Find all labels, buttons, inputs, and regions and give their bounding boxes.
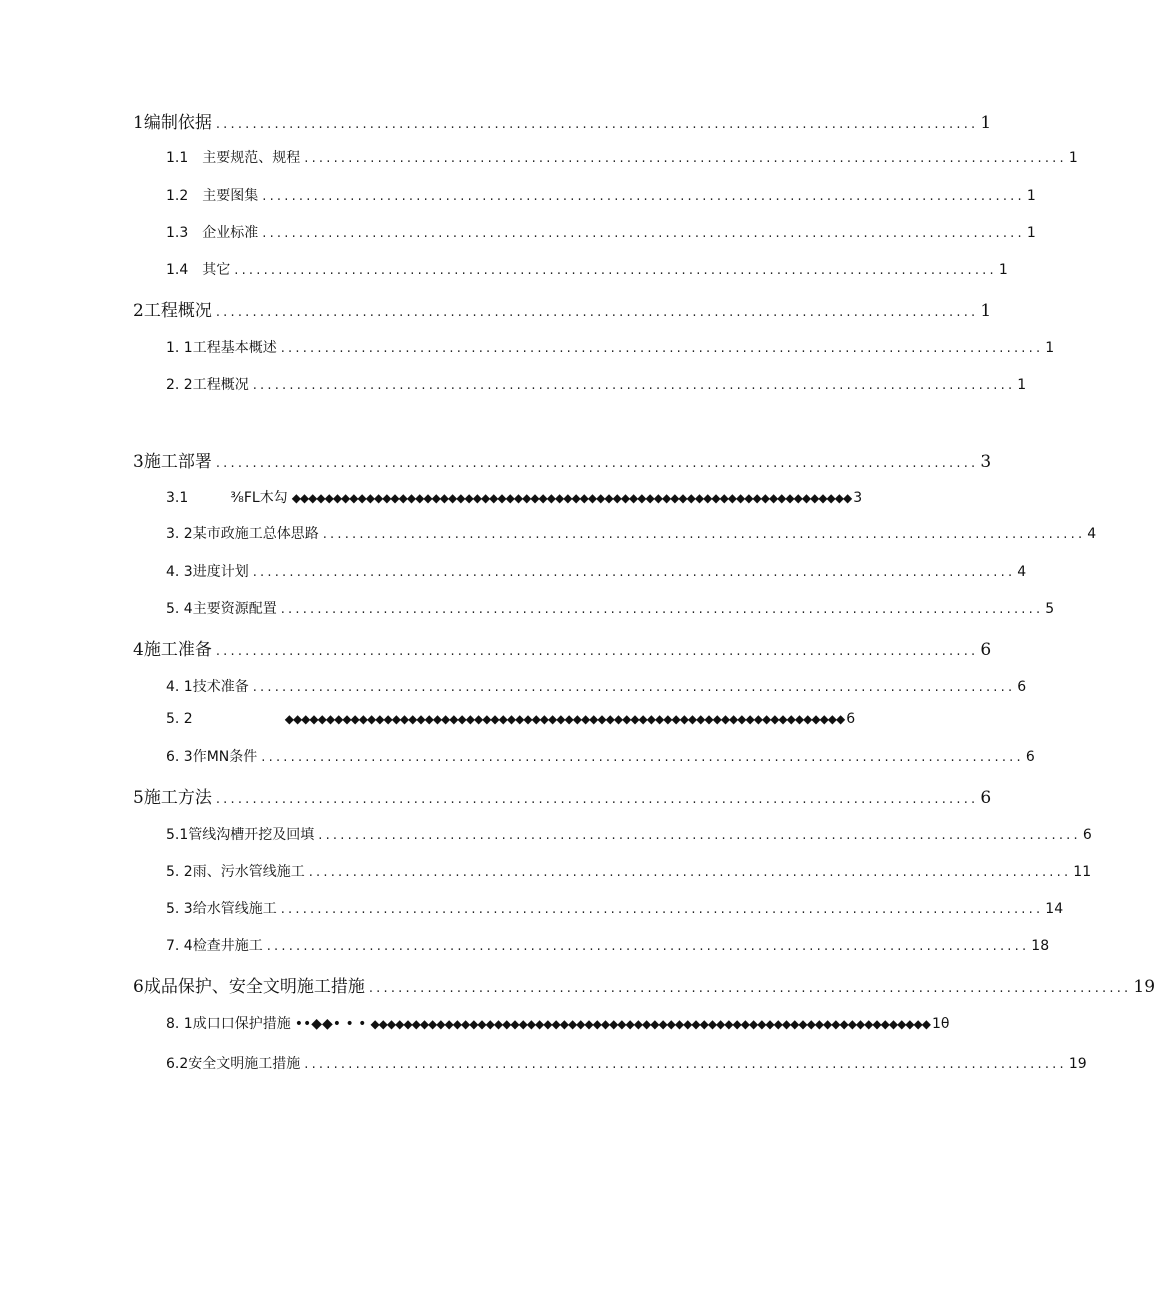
toc-entry[interactable] xyxy=(166,222,1036,244)
toc-page-number: 1θ xyxy=(932,1016,950,1032)
toc-dot-leader: ........................................................................................................ xyxy=(262,189,1025,204)
toc-page-number: 6 xyxy=(1082,827,1092,843)
toc-entry[interactable] xyxy=(166,147,1078,169)
toc-dot-leader: ........................................................................................................ xyxy=(304,151,1067,166)
toc-entry-label: 1编制依据 xyxy=(133,113,212,133)
toc-diamond-leader: ◆◆◆◆◆◆◆◆◆◆◆◆◆◆◆◆◆◆◆◆◆◆◆◆◆◆◆◆◆◆◆◆◆◆◆◆◆◆◆◆◆◆◆◆◆◆◆◆◆◆◆◆◆◆◆◆◆◆◆◆◆◆◆◆◆◆◆◆ xyxy=(370,1017,930,1031)
toc-dot-leader: ........................................................................................................ xyxy=(215,644,979,659)
toc-page-number: 1 xyxy=(1026,188,1036,204)
toc-dot-leader: ........................................................................................................ xyxy=(318,828,1081,843)
toc-entry[interactable] xyxy=(133,447,992,472)
toc-page-number: 4 xyxy=(1087,526,1097,542)
toc-dot-leader: ........................................................................................................ xyxy=(261,750,1024,765)
toc-page-number: 6 xyxy=(980,788,992,808)
toc-dot-leader: ........................................................................................................ xyxy=(280,902,1044,917)
toc-entry[interactable] xyxy=(166,487,863,509)
toc-entry-label: 4. 3进度计划 xyxy=(166,564,249,580)
toc-entry-label: 6. 3作MN条件 xyxy=(166,749,258,765)
toc-entry-label: 6.2安全文明施工措施 xyxy=(166,1056,301,1072)
toc-page-number: 6 xyxy=(1017,679,1027,695)
toc-page-number: 1 xyxy=(1017,377,1027,393)
toc-entry[interactable] xyxy=(166,1013,950,1035)
toc-page-number: 19 xyxy=(1133,977,1155,997)
toc-entry-label: 5.1管线沟槽开挖及回填 xyxy=(166,827,315,843)
toc-entry-number: 5. 2 xyxy=(166,711,193,727)
toc-page-number: 6 xyxy=(846,711,856,727)
toc-page-number: 1 xyxy=(980,113,992,133)
toc-page-number: 1 xyxy=(998,262,1008,278)
toc-entry[interactable] xyxy=(133,635,992,660)
toc-dot-leader: ........................................................................................................ xyxy=(252,680,1016,695)
toc-dot-leader: ........................................................................................................ xyxy=(252,565,1016,580)
toc-page-number: 5 xyxy=(1045,601,1055,617)
toc-entry-label: 5. 4主要资源配置 xyxy=(166,601,277,617)
toc-page-number: 3 xyxy=(980,452,992,472)
toc-entry-label: 4施工准备 xyxy=(133,640,212,660)
toc-entry-label: 2工程概况 xyxy=(133,301,212,321)
toc-page-number: 1 xyxy=(980,301,992,321)
toc-dot-leader: ........................................................................................................ xyxy=(322,527,1086,542)
toc-entry[interactable] xyxy=(166,185,1036,207)
toc-page-number: 1 xyxy=(1068,150,1078,166)
toc-dot-leader: ........................................................................................................ xyxy=(252,378,1016,393)
toc-dot-leader: ........................................................................................................ xyxy=(304,1057,1067,1072)
toc-entry[interactable] xyxy=(166,676,1027,698)
toc-page-number: 1 xyxy=(1026,225,1036,241)
toc-entry-label: 3施工部署 xyxy=(133,452,212,472)
toc-diamond-leader: ◆◆◆◆◆◆◆◆◆◆◆◆◆◆◆◆◆◆◆◆◆◆◆◆◆◆◆◆◆◆◆◆◆◆◆◆◆◆◆◆◆◆◆◆◆◆◆◆◆◆◆◆◆◆◆◆◆◆◆◆◆◆◆◆◆◆◆◆ xyxy=(284,712,845,726)
toc-dot-leader: ........................................................................................................ xyxy=(308,865,1072,880)
toc-dot-leader: ........................................................................................................ xyxy=(280,341,1044,356)
toc-entry[interactable] xyxy=(166,561,1027,583)
toc-dot-leader: ........................................................................................................ xyxy=(215,792,979,807)
toc-entry-label: 1. 1工程基本概述 xyxy=(166,340,277,356)
toc-page-number: 11 xyxy=(1073,864,1092,880)
toc-entry-label: ⅜FL木勾 xyxy=(230,490,288,506)
toc-entry-label: 1.3 企业标准 xyxy=(166,225,259,241)
toc-entry-label: 5. 2雨、污水管线施工 xyxy=(166,864,305,880)
toc-dot-leader: ........................................................................................................ xyxy=(215,456,979,471)
toc-entry[interactable] xyxy=(166,935,1050,957)
toc-dot-leader: ........................................................................................................ xyxy=(280,602,1044,617)
toc-diamond-leader: ◆◆◆◆◆◆◆◆◆◆◆◆◆◆◆◆◆◆◆◆◆◆◆◆◆◆◆◆◆◆◆◆◆◆◆◆◆◆◆◆◆◆◆◆◆◆◆◆◆◆◆◆◆◆◆◆◆◆◆◆◆◆◆◆◆◆◆◆ xyxy=(291,491,852,505)
toc-garbled-text: ••◆◆• • • xyxy=(294,1016,367,1032)
toc-dot-leader: ........................................................................................................ xyxy=(215,117,979,132)
toc-dot-leader: ........................................................................................................ xyxy=(215,305,979,320)
toc-entry[interactable] xyxy=(166,824,1092,846)
toc-entry[interactable] xyxy=(166,374,1027,396)
toc-dot-leader: ........................................................................................................ xyxy=(266,939,1030,954)
toc-page-number: 6 xyxy=(1025,749,1035,765)
toc-entry[interactable] xyxy=(166,337,1055,359)
toc-entry[interactable] xyxy=(166,523,1097,545)
toc-page-number: 19 xyxy=(1068,1056,1087,1072)
toc-entry-label: 1.1 主要规范、规程 xyxy=(166,150,301,166)
toc-entry[interactable] xyxy=(166,259,1008,281)
toc-dot-leader: ........................................................................................................ xyxy=(262,226,1025,241)
toc-page-number: 1 xyxy=(1045,340,1055,356)
toc-entry-label: 5施工方法 xyxy=(133,788,212,808)
toc-page-number: 14 xyxy=(1045,901,1064,917)
toc-entry[interactable] xyxy=(166,898,1064,920)
toc-entry-label: 4. 1技术准备 xyxy=(166,679,249,695)
toc-entry-label: 2. 2工程概况 xyxy=(166,377,249,393)
toc-page-number: 6 xyxy=(980,640,992,660)
toc-entry-label: 1.2 主要图集 xyxy=(166,188,259,204)
toc-entry[interactable] xyxy=(166,861,1092,883)
toc-entry-label: 6成品保护、安全文明施工措施 xyxy=(133,977,365,997)
toc-page-number: 4 xyxy=(1017,564,1027,580)
toc-entry-label: 3. 2某市政施工总体思路 xyxy=(166,526,319,542)
toc-page-number: 18 xyxy=(1031,938,1050,954)
toc-entry[interactable] xyxy=(166,746,1035,768)
toc-entry[interactable] xyxy=(133,296,992,321)
toc-entry-label: 1.4 其它 xyxy=(166,262,231,278)
toc-entry-label: 8. 1成口口保护措施 xyxy=(166,1016,291,1032)
toc-entry-number: 3.1 xyxy=(166,490,189,506)
toc-page-number: 3 xyxy=(853,490,863,506)
toc-entry[interactable] xyxy=(166,711,856,733)
toc-entry[interactable] xyxy=(133,108,992,133)
toc-entry-label: 7. 4检查井施工 xyxy=(166,938,263,954)
toc-entry[interactable] xyxy=(133,783,992,808)
toc-entry[interactable] xyxy=(133,972,1155,997)
toc-entry[interactable] xyxy=(166,598,1055,620)
toc-dot-leader: ........................................................................................................ xyxy=(368,981,1132,996)
toc-dot-leader: ........................................................................................................ xyxy=(234,263,997,278)
toc-entry-label: 5. 3给水管线施工 xyxy=(166,901,277,917)
toc-entry[interactable] xyxy=(166,1053,1087,1075)
